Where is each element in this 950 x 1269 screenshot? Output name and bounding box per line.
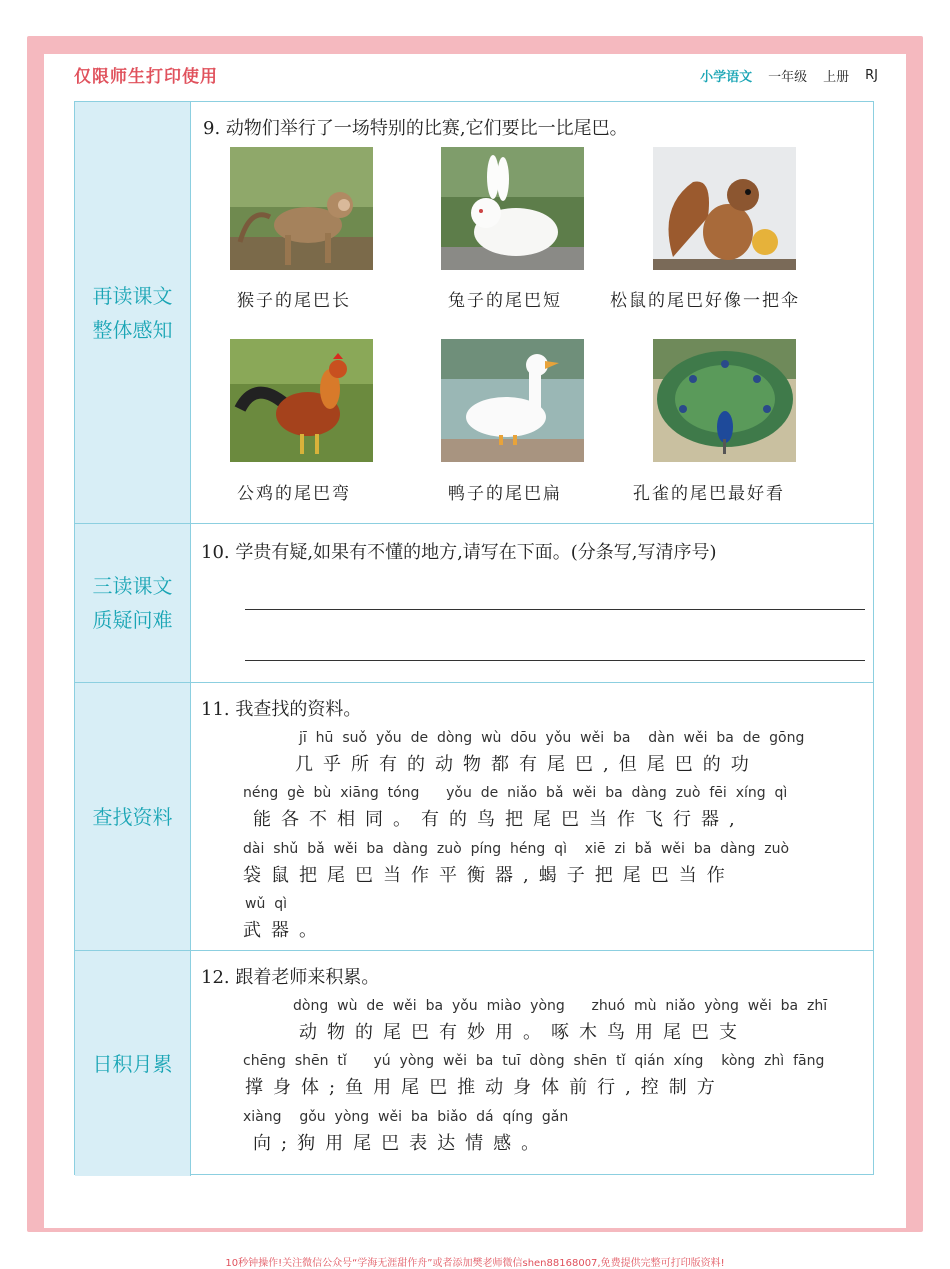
page-header [700, 66, 878, 85]
section-accumulate [75, 951, 873, 1176]
text-line: 几乎所有的动物都有尾巴,但尾巴的功 [295, 754, 759, 775]
section-label: 查找资料 [75, 683, 191, 950]
text-line: 动物的尾巴有妙用。啄木鸟用尾巴支 [299, 1022, 747, 1043]
section-content [203, 683, 863, 950]
grade: 一年级 [768, 70, 808, 85]
text-line: 撑身体;鱼用尾巴推动身体前行,控制方 [245, 1077, 725, 1098]
pinyin-line: xiàng gǒu yòng wěi ba biǎo dá qíng gǎn [243, 1109, 569, 1125]
duck-photo [441, 339, 584, 462]
caption-peacock: 孔雀的尾巴最好看 [633, 484, 785, 504]
watermark-text: 仅限师生打印使用 [74, 67, 218, 87]
text-line: 武器。 [243, 920, 327, 941]
section-question [75, 524, 873, 683]
pinyin-line: dòng wù de wěi ba yǒu miào yòng zhuó mù niǎo yòng wěi ba zhī [293, 998, 828, 1014]
section-content [203, 951, 863, 1176]
rooster-photo [230, 339, 373, 462]
worksheet-table [74, 101, 874, 1175]
peacock-photo [653, 339, 796, 462]
promo-footer: 10秒钟操作!关注微信公众号“学海无涯甜作舟”或者添加樊老师微信shen88168007,免费提供完整可打印版资料! [225, 1258, 725, 1269]
caption-squirrel: 松鼠的尾巴好像一把伞 [610, 291, 800, 311]
text-line: 能各不相同。有的鸟把尾巴当作飞行器, [253, 809, 745, 830]
caption-duck: 鸭子的尾巴扁 [448, 484, 562, 504]
question-12: 12. 跟着老师来积累。 [201, 967, 380, 988]
section-label: 三读课文 质疑问难 [75, 524, 191, 682]
question-11: 11. 我查找的资料。 [201, 699, 362, 720]
question-9: 9. 动物们举行了一场特别的比赛,它们要比一比尾巴。 [203, 118, 628, 139]
section-content [203, 102, 863, 523]
squirrel-photo [653, 147, 796, 270]
pinyin-line: néng gè bù xiāng tóng yǒu de niǎo bǎ wěi ba dàng zuò fēi xíng qì [243, 785, 788, 801]
caption-monkey: 猴子的尾巴长 [237, 291, 351, 311]
text-line: 袋鼠把尾巴当作平衡器,蝎子把尾巴当作 [243, 865, 735, 886]
caption-rabbit: 兔子的尾巴短 [448, 291, 562, 311]
edition: RJ [865, 68, 878, 83]
section-label: 日积月累 [75, 951, 191, 1176]
section-content [203, 524, 863, 682]
answer-line-1[interactable] [245, 609, 865, 610]
section-reread [75, 102, 873, 524]
text-line: 向;狗用尾巴表达情感。 [253, 1133, 550, 1154]
question-10: 10. 学贵有疑,如果有不懂的地方,请写在下面。(分条写,写清序号) [201, 542, 717, 563]
monkey-photo [230, 147, 373, 270]
pinyin-line: dài shǔ bǎ wěi ba dàng zuò píng héng qì xiē zi bǎ wěi ba dàng zuò [243, 841, 790, 857]
answer-line-2[interactable] [245, 660, 865, 661]
caption-rooster: 公鸡的尾巴弯 [237, 484, 351, 504]
pinyin-line: jī hū suǒ yǒu de dòng wù dōu yǒu wěi ba dàn wěi ba de gōng [299, 730, 805, 746]
pinyin-line: chēng shēn tǐ yú yòng wěi ba tuī dòng shēn tǐ qián xíng kòng zhì fāng [243, 1053, 825, 1069]
subject: 小学语文 [700, 70, 753, 85]
section-label: 再读课文 整体感知 [75, 102, 191, 523]
volume: 上册 [823, 70, 850, 85]
rabbit-photo [441, 147, 584, 270]
section-research [75, 683, 873, 951]
pinyin-line: wǔ qì [245, 896, 287, 912]
